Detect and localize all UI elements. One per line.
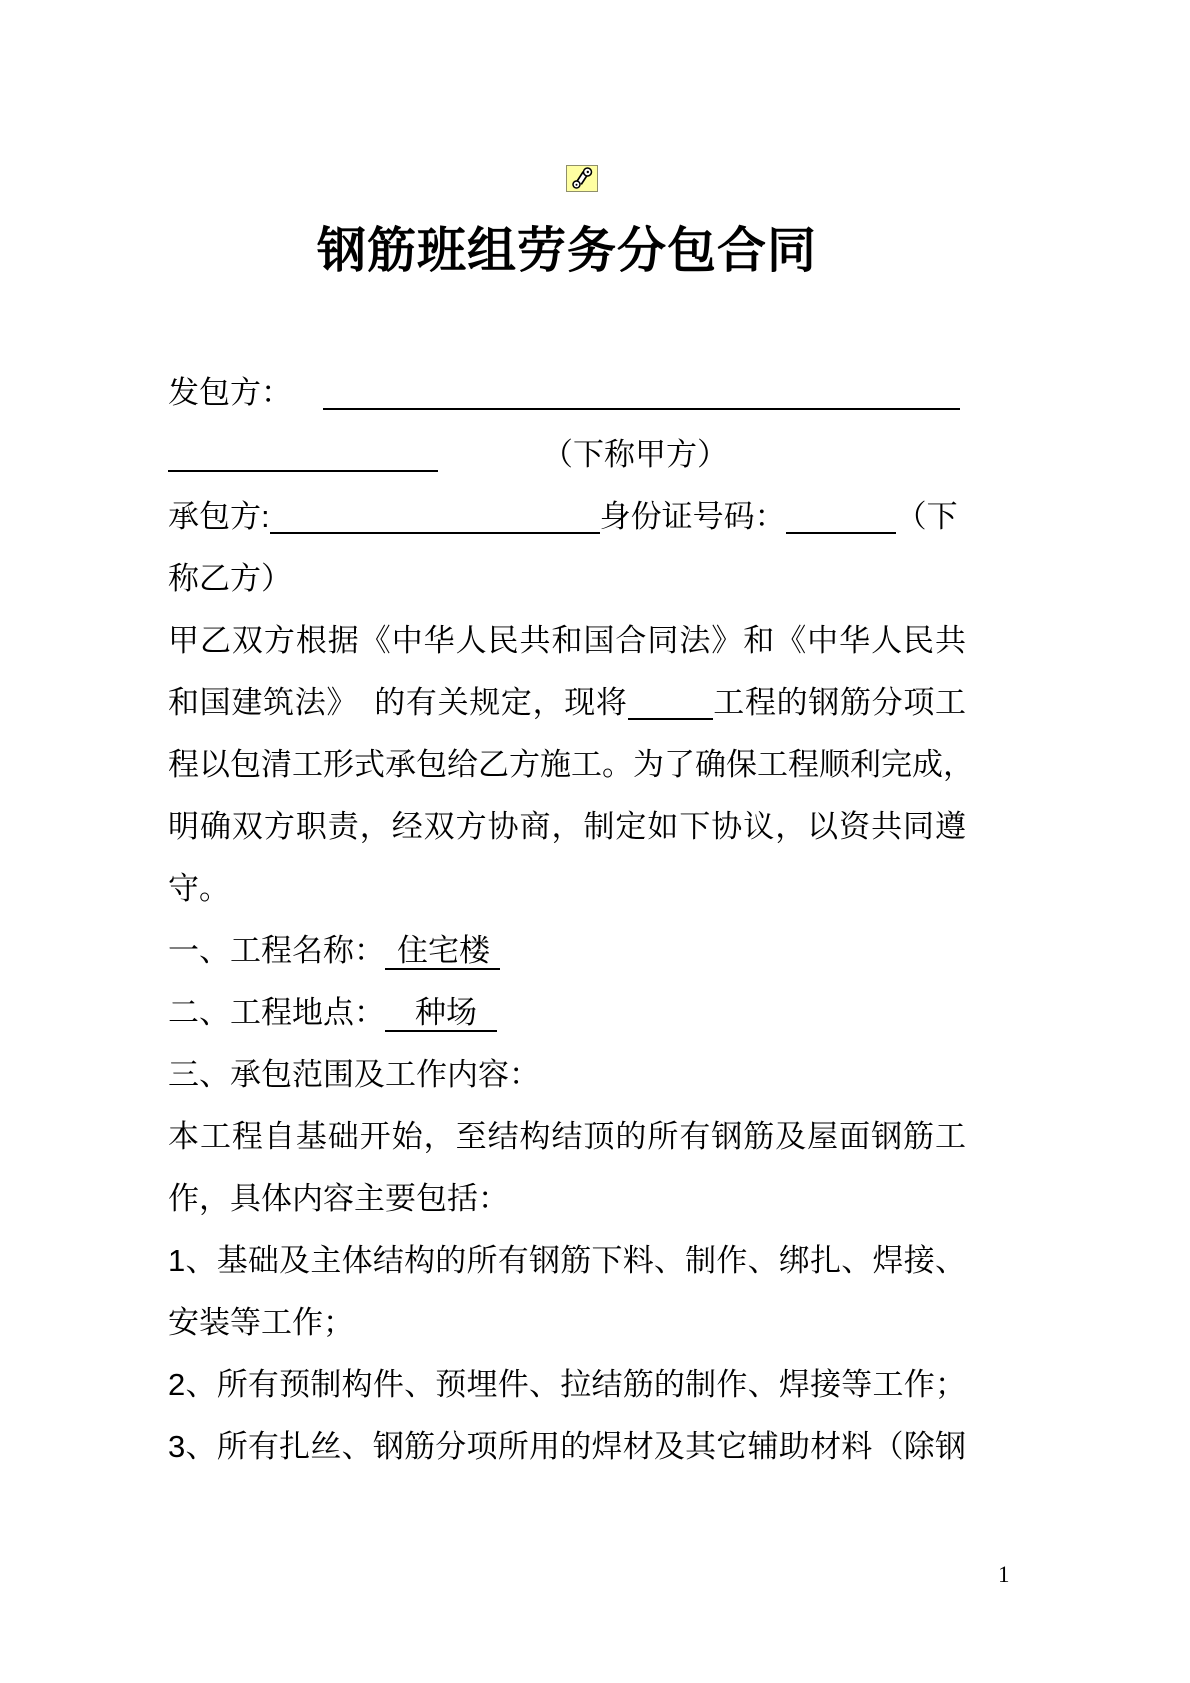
contract-title: 钢筋班组劳务分包合同 [316,224,817,278]
party-b-label: 承包方: [168,499,270,534]
item-3-line [168,1416,966,1478]
project-name-value: 住宅楼 [385,933,500,970]
section-3-text-line-2 [168,1168,966,1230]
preamble-text-1: 甲乙双方根据《中华人民共和国合同法》和《中华人民共 [168,623,966,658]
section-3-text-2: 作，具体内容主要包括： [168,1181,509,1216]
section-3-text-line-1 [168,1106,966,1168]
item-1-line-1 [168,1230,966,1292]
project-location-value: 种场 [385,995,497,1032]
preamble-line-3 [168,734,974,796]
preamble-line-5 [168,858,966,920]
section-1-line [168,920,966,982]
scroll-icon [566,165,598,192]
section-2-label: 二、工程地点： [168,995,385,1030]
item-1-line-2 [168,1292,966,1354]
party-b-line [168,486,966,548]
project-name-blank [628,718,713,720]
party-a-line [168,362,966,424]
party-b-name-blank [270,532,600,534]
item-3-text: 3、所有扎丝、钢筋分项所用的焊材及其它辅助材料（除钢 [168,1429,966,1464]
section-3-heading [168,1044,966,1106]
id-number-label: 身份证号码： [599,499,786,534]
party-b-alias-note-head: （下 [895,499,958,534]
preamble-text-2b: 工程的钢筋分项工 [712,685,966,720]
section-3-label: 三、承包范围及工作内容： [168,1057,540,1092]
party-b-alias-note-tail: 称乙方） [168,561,292,596]
item-2-line [168,1354,966,1416]
contract-body [168,362,974,1478]
preamble-text-2a: 和国建筑法》 的有关规定，现将 [168,685,628,720]
item-1-text-1: 1、基础及主体结构的所有钢筋下料、制作、绑扎、焊接、 [168,1243,966,1278]
section-1-label: 一、工程名称： [168,933,385,968]
item-2-text: 2、所有预制构件、预埋件、拉结筋的制作、焊接等工作； [168,1367,966,1402]
section-3-text-1: 本工程自基础开始，至结构结顶的所有钢筋及屋面钢筋工 [168,1119,966,1154]
section-2-line [168,982,966,1044]
preamble-text-4: 明确双方职责，经双方协商，制定如下协议，以资共同遵 [168,809,966,844]
page-number: 1 [998,1562,1010,1587]
party-b-line-2 [168,548,966,610]
party-a-alias-note: （下称甲方） [542,437,728,472]
party-a-label: 发包方： [168,375,292,410]
item-1-text-2: 安装等工作； [168,1305,354,1340]
party-a-name-blank [323,408,960,410]
preamble-line-4 [168,796,966,858]
party-a-line-2 [168,424,966,486]
embedded-scroll-object-icon[interactable] [566,165,598,192]
preamble-text-3: 程以包清工形式承包给乙方施工。为了确保工程顺利完成， [168,747,974,782]
party-a-name-blank-2 [168,470,438,472]
preamble-line-2 [168,672,966,734]
id-number-blank [786,532,896,534]
preamble-line-1 [168,610,966,672]
preamble-text-5: 守。 [168,871,230,906]
